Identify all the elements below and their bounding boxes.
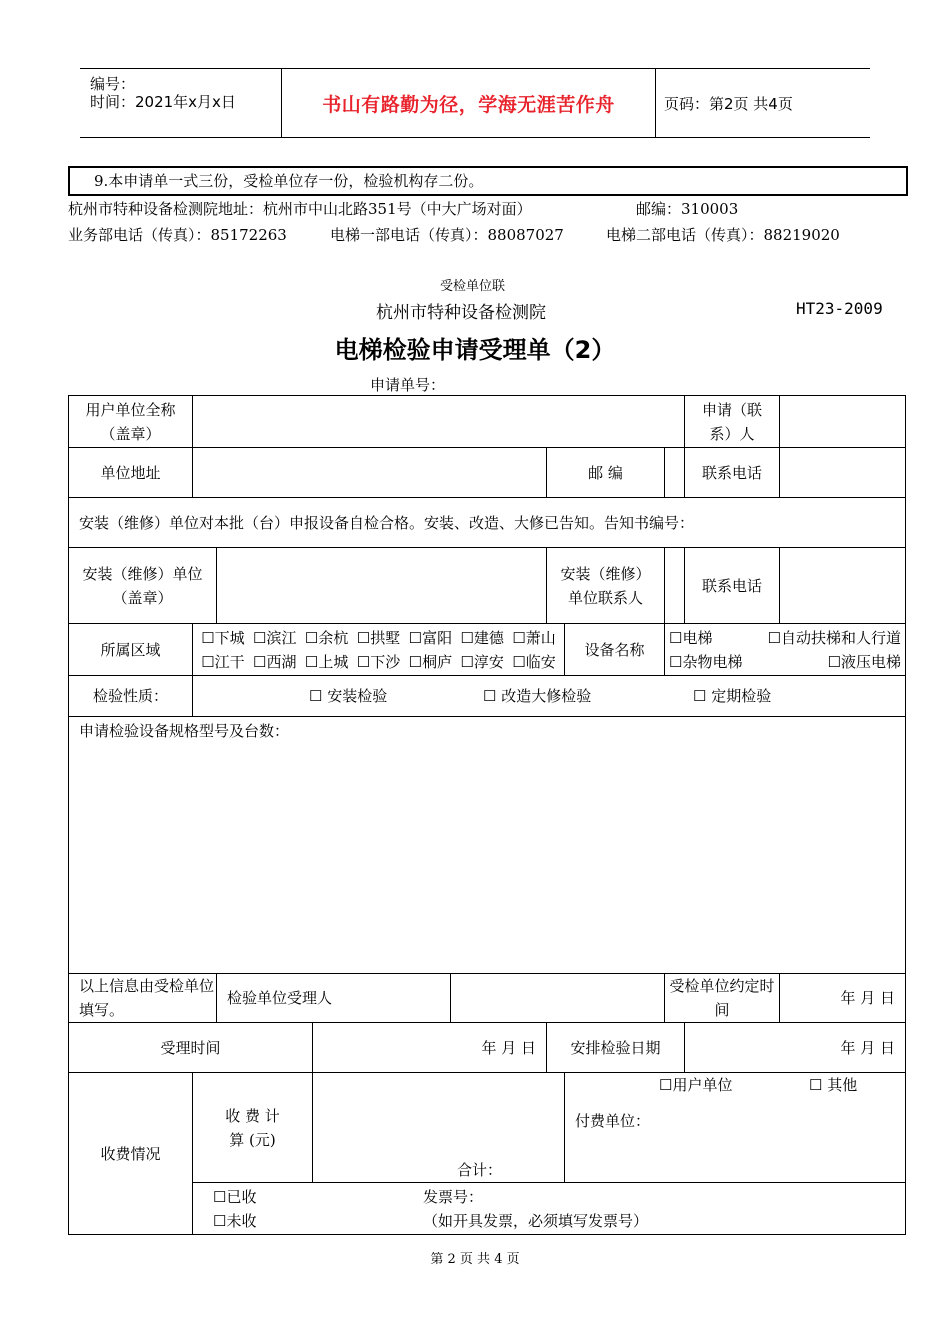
page-label: 页码：第2页 共4页: [664, 94, 793, 113]
install-phone-field[interactable]: [780, 548, 906, 624]
address-line: 杭州市特种设备检测院地址：杭州市中山北路351号（中大广场对面）: [68, 200, 532, 218]
payment-status: [193, 1183, 906, 1235]
install-unit-field[interactable]: [217, 548, 547, 624]
unpaid-checkbox[interactable]: ☐未收: [213, 1211, 257, 1230]
application-number-label: 申请单号：: [370, 376, 446, 394]
fee-calc-field[interactable]: [313, 1073, 565, 1183]
district-xiasha-checkbox[interactable]: ☐下沙: [356, 652, 401, 671]
page-footer: 第 2 页 共 4 页: [430, 1252, 520, 1267]
self-check-statement[interactable]: 安装（维修）单位对本批（台）申报设备自检合格。安装、改造、大修已告知。告知书编号：: [69, 498, 906, 548]
district-binjiang-checkbox[interactable]: ☐滨江: [253, 628, 297, 647]
contact-phone-label: 联系电话: [685, 448, 780, 498]
user-unit-field[interactable]: [193, 396, 685, 448]
agreed-time-label: 受检单位约定时间: [665, 974, 780, 1023]
payer-user-checkbox[interactable]: ☐用户单位: [659, 1076, 733, 1094]
inspection-type-options: [193, 676, 906, 717]
district-tonglu-checkbox[interactable]: ☐桐庐: [408, 652, 453, 671]
total-label: 合计：: [457, 1161, 503, 1179]
device-elevator-checkbox[interactable]: ☐电梯: [669, 628, 713, 647]
number-label: 编号：: [90, 75, 136, 93]
paid-checkbox[interactable]: ☐已收: [213, 1187, 257, 1206]
document-code: HT23-2009: [796, 299, 883, 318]
header-motto-cell: [282, 69, 656, 137]
postcode-field[interactable]: [665, 448, 685, 498]
copy-label: 受检单位联: [440, 279, 506, 294]
phone-business: 业务部电话（传真）：85172263: [68, 226, 287, 244]
district-options: [193, 624, 565, 676]
district-jiande-checkbox[interactable]: ☐建德: [460, 628, 504, 647]
time-label: 时间：2021年x月x日: [90, 93, 236, 111]
district-shangcheng-checkbox[interactable]: ☐上城: [304, 652, 349, 671]
copies-note: 9.本申请单一式三份，受检单位存一份，检验机构存二份。: [94, 172, 484, 190]
device-escalator-checkbox[interactable]: ☐自动扶梯和人行道: [767, 628, 902, 647]
receiver-field[interactable]: [451, 974, 665, 1023]
schedule-date-field[interactable]: 年 月 日: [685, 1023, 906, 1073]
device-hydraulic-checkbox[interactable]: ☐液压电梯: [827, 652, 902, 671]
page-header: [80, 68, 870, 138]
district-xiacheng-checkbox[interactable]: ☐下城: [201, 628, 245, 647]
invoice-note: （如开具发票，必须填写发票号）: [423, 1211, 649, 1230]
fee-status-label: 收费情况: [69, 1073, 193, 1235]
district-chunan-checkbox[interactable]: ☐淳安: [460, 652, 504, 671]
district-xihu-checkbox[interactable]: ☐西湖: [253, 652, 297, 671]
spec-label: 申请检验设备规格型号及台数：: [79, 722, 290, 740]
install-unit-label: 安装（维修）单位（盖章）: [69, 548, 217, 624]
install-contact-label: 安装（维修）单位联系人: [547, 548, 665, 624]
inspection-overhaul-checkbox[interactable]: ☐ 改造大修检验: [483, 687, 592, 705]
header-page-cell: [656, 69, 870, 137]
district-fuyang-checkbox[interactable]: ☐富阳: [408, 628, 453, 647]
district-linan-checkbox[interactable]: ☐临安: [512, 652, 556, 671]
postcode-label: 邮 编: [547, 448, 665, 498]
application-form: [68, 395, 906, 1235]
inspection-nature-label: 检验性质：: [69, 676, 193, 717]
institute-name: 杭州市特种设备检测院: [376, 303, 546, 323]
district-yuhang-checkbox[interactable]: ☐余杭: [304, 628, 349, 647]
fee-calc-label: 收 费 计 算 (元): [193, 1073, 313, 1183]
applicant-label: 申请（联系）人: [685, 396, 780, 448]
district-jianggan-checkbox[interactable]: ☐江干: [201, 652, 245, 671]
district-label: 所属区域: [69, 624, 193, 676]
payer-other-checkbox[interactable]: ☐ 其他: [809, 1076, 858, 1094]
motto: 书山有路勤为径，学海无涯苦作舟: [322, 93, 615, 116]
district-gongshu-checkbox[interactable]: ☐拱墅: [356, 628, 401, 647]
copies-note-box: [68, 166, 908, 196]
invoice-number-field[interactable]: 发票号：: [423, 1187, 484, 1206]
payer-field: [565, 1073, 906, 1183]
contact-phone-field[interactable]: [780, 448, 906, 498]
district-xiaoshan-checkbox[interactable]: ☐萧山: [512, 628, 556, 647]
spec-field[interactable]: [69, 717, 906, 974]
schedule-date-label: 安排检验日期: [547, 1023, 685, 1073]
address-label: 单位地址: [69, 448, 193, 498]
applicant-field[interactable]: [780, 396, 906, 448]
phone-elevator-1: 电梯一部电话（传真）：88087027: [330, 226, 564, 244]
inspection-install-checkbox[interactable]: ☐ 安装检验: [309, 687, 388, 705]
accept-time-field[interactable]: 年 月 日: [313, 1023, 547, 1073]
device-dumbwaiter-checkbox[interactable]: ☐杂物电梯: [669, 652, 743, 671]
payer-label: 付费单位：: [575, 1112, 651, 1130]
inspection-periodic-checkbox[interactable]: ☐ 定期检验: [693, 687, 772, 705]
device-options: [665, 624, 906, 676]
form-title: 电梯检验申请受理单（2）: [334, 336, 616, 364]
phone-elevator-2: 电梯二部电话（传真）：88219020: [606, 226, 840, 244]
postcode-line: 邮编：310003: [636, 200, 739, 218]
install-contact-field[interactable]: [665, 548, 685, 624]
info-note: 以上信息由受检单位填写。: [69, 974, 217, 1023]
device-label: 设备名称: [565, 624, 665, 676]
receiver-label: 检验单位受理人: [217, 974, 451, 1023]
user-unit-label: 用户单位全称（盖章）: [69, 396, 193, 448]
agreed-time-field[interactable]: 年 月 日: [780, 974, 906, 1023]
install-phone-label: 联系电话: [685, 548, 780, 624]
address-field[interactable]: [193, 448, 547, 498]
header-meta: [80, 69, 282, 137]
accept-time-label: 受理时间: [69, 1023, 313, 1073]
